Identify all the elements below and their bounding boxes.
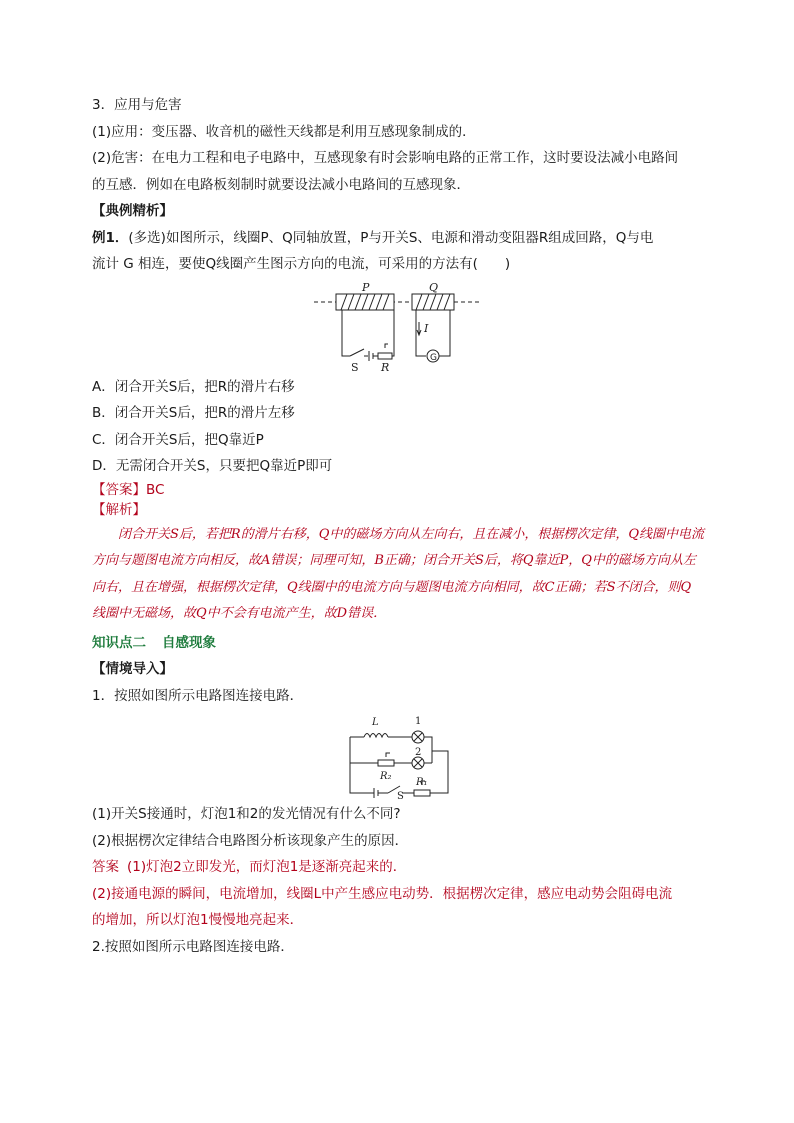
scene-header: 【情境导入】	[92, 661, 173, 677]
rheostat-r2	[378, 760, 394, 766]
section-3-title: 3．应用与危害	[92, 97, 182, 113]
analysis-text: 闭合开关S后，若把R的滑片右移，Q中的磁场方向从左向右，且在减小，根据楞次定律，Q线圈中电流方向与题图电流方向相反，故A错误；同理可知，B正确；闭合开关S后，将Q靠近P，Q中的磁场方向从左向右，且在增强，根据楞次定律，Q线圈中的电流方向与题图电流方向相同，故C正确；若S不闭合，则Q线圈中无磁场，故Q中不会有电流产生，故D错误．	[92, 526, 705, 621]
scene-answer-1-text: (1)灯泡2立即发光，而灯泡1是逐渐亮起来的．	[127, 859, 407, 875]
label-q: Q	[429, 281, 439, 294]
analysis-label: 【解析】	[92, 501, 146, 518]
label-lamp-2: 2	[415, 747, 422, 758]
option-b: B．闭合开关S后，把R的滑片左移	[92, 405, 295, 421]
inductor-l	[364, 734, 388, 738]
answer-label: 【答案】	[92, 481, 146, 498]
label-s2: S	[397, 791, 404, 799]
self-inductance-figure	[92, 713, 704, 799]
question-1: (1)开关S接通时，灯泡1和2的发光情况有什么不同?	[92, 806, 401, 822]
option-d: D．无需闭合开关S，只要把Q靠近P即可	[92, 458, 333, 474]
option-c: C．闭合开关S后，把Q靠近P	[92, 431, 264, 448]
example-stem-text-1: 如图所示，线圈P、Q同轴放置，P与开关S、电源和滑动变阻器R组成回路，Q与电	[165, 229, 654, 246]
rheostat-r1	[414, 790, 430, 796]
answer-value: BC	[146, 481, 165, 498]
example-tag: (多选)	[128, 229, 166, 246]
rheostat-r	[378, 353, 392, 359]
scene-answer-2-line-1: (2)接通电源的瞬间，电流增加，线圈L中产生感应电动势．根据楞次定律，感应电动势会阻碍电流	[92, 885, 673, 902]
question-2: (2)根据楞次定律结合电路图分析该现象产生的原因．	[92, 832, 409, 849]
label-lamp-1: 1	[415, 716, 422, 727]
example-section-header: 【典例精析】	[92, 203, 173, 219]
scene-answer-2-line-2: 的增加，所以灯泡1慢慢地亮起来．	[92, 912, 304, 928]
label-g: G	[430, 352, 437, 363]
application-text: (1)应用：变压器、收音机的磁性天线都是利用互感现象制成的．	[92, 123, 476, 140]
scene-answer-1	[92, 854, 704, 881]
label-s: S	[351, 360, 359, 372]
answer-line	[92, 480, 704, 500]
harm-text-line-2: 的互感．例如在电路板刻制时就要设法减小电路间的互感现象．	[92, 176, 470, 193]
harm-text-line-1: (2)危害：在电力工程和电子电路中，互感现象有时会影响电路的正常工作，这时要设法减小电路间	[92, 150, 679, 166]
example-label: 例1．	[92, 229, 129, 246]
example-stem-line-1	[92, 225, 704, 252]
label-i: I	[424, 321, 429, 335]
option-a: A．闭合开关S后，把R的滑片右移	[92, 378, 295, 395]
document-page	[92, 92, 704, 960]
scene-step-2: 2.按照如图所示电路图连接电路．	[92, 938, 294, 955]
label-l: L	[372, 717, 379, 728]
label-r1: R₁	[416, 777, 428, 788]
kp2-title: 自感现象	[162, 634, 216, 651]
switch-s-blade	[350, 349, 364, 356]
scene-step-1: 1．按照如图所示电路图连接电路．	[92, 687, 304, 704]
knowledge-point-2-header	[92, 630, 704, 657]
example-stem-line-2: 流计 G 相连，要使Q线圈产生图示方向的电流，可采用的方法有( )	[92, 256, 511, 272]
label-r: R	[381, 360, 390, 372]
label-p: P	[362, 281, 370, 294]
label-r2: R₂	[380, 771, 392, 782]
coil-circuit-figure	[92, 282, 704, 372]
kp2-label: 知识点二	[92, 634, 146, 651]
scene-answer-label: 答案	[92, 859, 119, 875]
